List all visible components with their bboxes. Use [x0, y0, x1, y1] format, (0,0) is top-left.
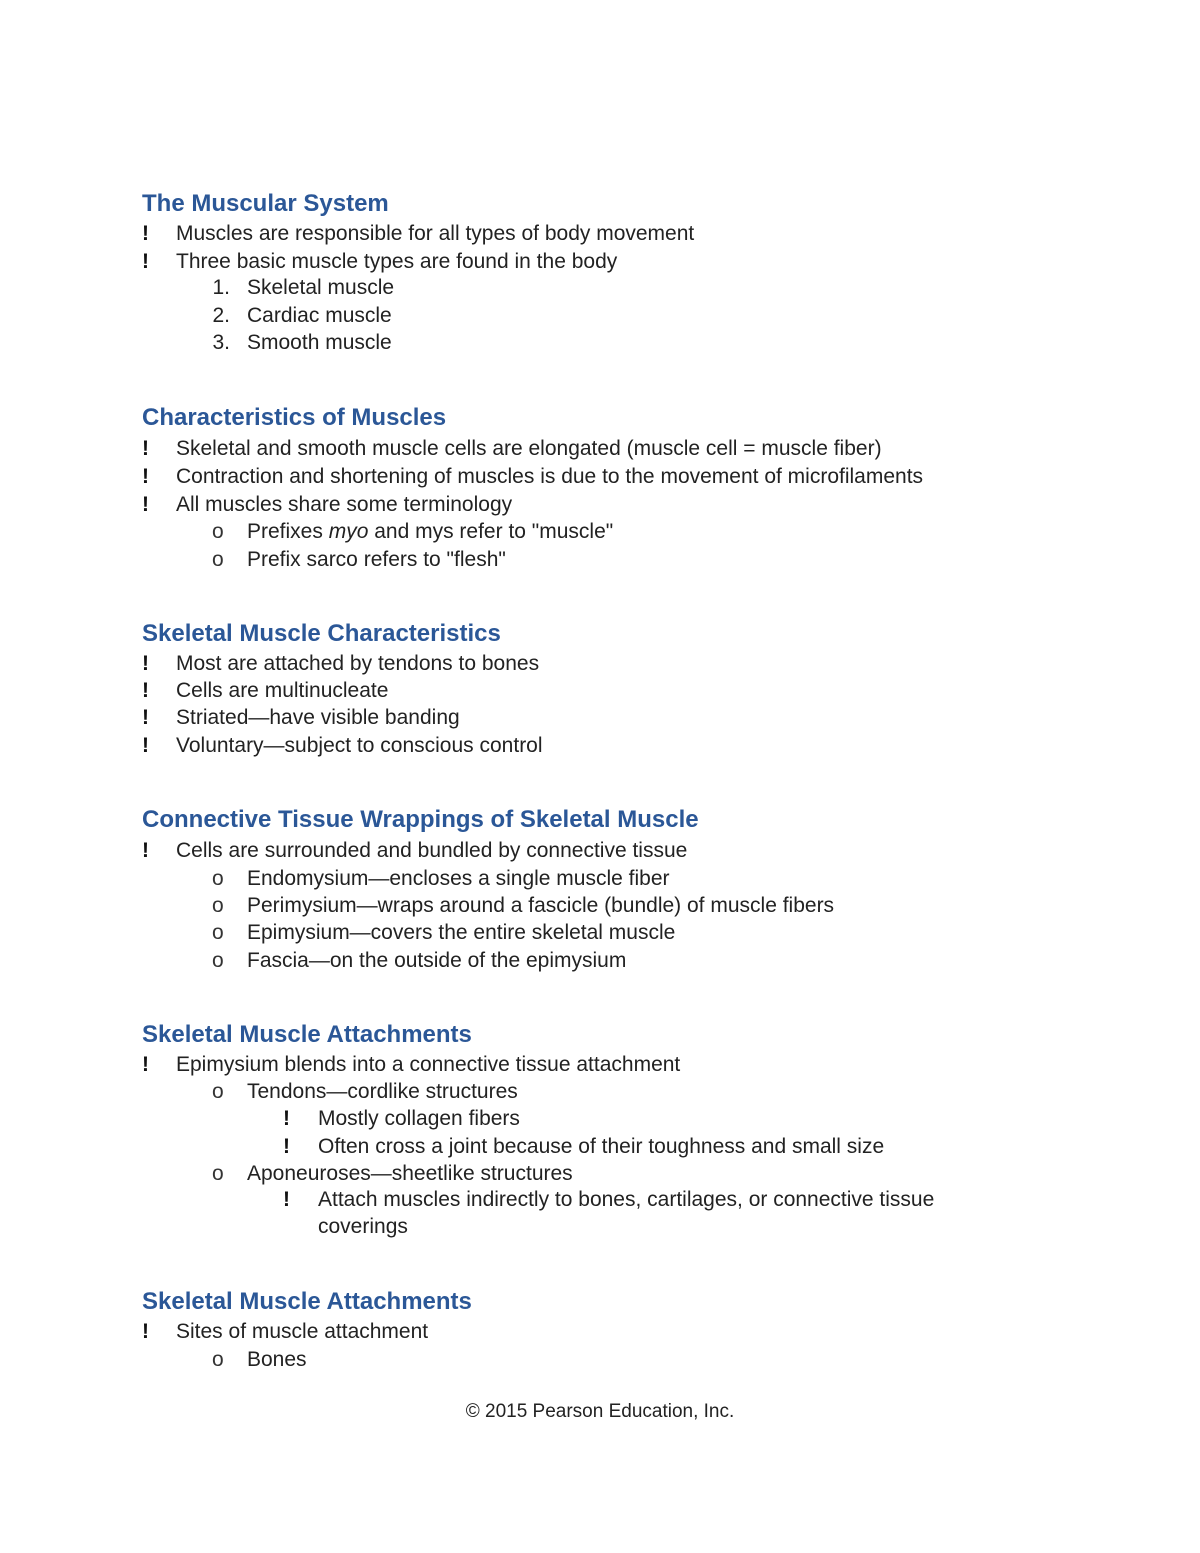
list-item-text: Cells are multinucleate — [176, 679, 389, 702]
list-item-text: Skeletal and smooth muscle cells are elongated (muscle cell = muscle fiber) — [176, 437, 882, 460]
list-item-text: Cells are surrounded and bundled by connective tissue — [176, 839, 688, 862]
circle-bullet-marker: o — [212, 1348, 224, 1371]
circle-bullet-marker: o — [212, 867, 224, 890]
list-item-text: Mostly collagen fibers — [318, 1107, 520, 1130]
copyright-footer: © 2015 Pearson Education, Inc. — [465, 1401, 735, 1422]
list-item-text: Skeletal muscle — [247, 276, 395, 299]
text-part: and mys refer to "muscle" — [368, 520, 614, 543]
bullet-marker: ! — [142, 1053, 149, 1076]
section-title: Skeletal Muscle Characteristics — [142, 620, 501, 647]
text-part: Prefixes — [247, 520, 329, 543]
list-item-text: Voluntary—subject to conscious control — [176, 734, 543, 757]
list-item-text: Bones — [247, 1348, 307, 1371]
circle-bullet-marker: o — [212, 949, 224, 972]
circle-bullet-marker: o — [212, 520, 224, 543]
bullet-marker: ! — [142, 250, 149, 273]
bullet-marker: ! — [142, 1320, 149, 1343]
circle-bullet-marker: o — [212, 1080, 224, 1103]
list-item-text: Contraction and shortening of muscles is due to the movement of microfilaments — [176, 465, 924, 488]
number-marker: 1. — [212, 276, 230, 299]
section-title: The Muscular System — [142, 190, 389, 217]
bullet-marker: ! — [142, 734, 149, 757]
bullet-marker: ! — [283, 1135, 290, 1158]
bullet-marker: ! — [142, 222, 149, 245]
list-item-text: Prefix sarco refers to "flesh" — [247, 548, 506, 571]
list-item-text: Endomysium—encloses a single muscle fiber — [247, 867, 670, 890]
number-marker: 2. — [212, 304, 230, 327]
list-item-text: Sites of muscle attachment — [176, 1320, 429, 1343]
list-item-text: Epimysium blends into a connective tissue attachment — [176, 1053, 681, 1076]
circle-bullet-marker: o — [212, 1162, 224, 1185]
list-item-text: Striated—have visible banding — [176, 706, 460, 729]
list-item-text: Often cross a joint because of their toughness and small size — [318, 1135, 885, 1158]
list-item-text: Fascia—on the outside of the epimysium — [247, 949, 627, 972]
emphasis-text: myo — [328, 520, 369, 543]
section-title: Characteristics of Muscles — [142, 404, 447, 431]
bullet-marker: ! — [142, 493, 149, 516]
circle-bullet-marker: o — [212, 548, 224, 571]
list-item-text: Most are attached by tendons to bones — [176, 652, 540, 675]
bullet-marker: ! — [142, 679, 149, 702]
list-item-text: coverings — [318, 1215, 408, 1238]
bullet-marker: ! — [142, 839, 149, 862]
bullet-marker: ! — [283, 1188, 290, 1211]
list-item-text: Cardiac muscle — [247, 304, 392, 327]
circle-bullet-marker: o — [212, 921, 224, 944]
list-item-text: Three basic muscle types are found in the body — [176, 250, 618, 273]
section-title: Skeletal Muscle Attachments — [142, 1021, 472, 1048]
section-title: Skeletal Muscle Attachments — [142, 1288, 472, 1315]
bullet-marker: ! — [142, 437, 149, 460]
list-item-text: Perimysium—wraps around a fascicle (bundle) of muscle fibers — [247, 894, 835, 917]
list-item-text: Epimysium—covers the entire skeletal muscle — [247, 921, 676, 944]
list-item-text: Tendons—cordlike structures — [247, 1080, 518, 1103]
bullet-marker: ! — [142, 652, 149, 675]
bullet-marker: ! — [142, 465, 149, 488]
section-title: Connective Tissue Wrappings of Skeletal Muscle — [142, 806, 699, 833]
list-item-text: Attach muscles indirectly to bones, cartilages, or connective tissue — [318, 1188, 935, 1211]
bullet-marker: ! — [283, 1107, 290, 1130]
bullet-marker: ! — [142, 706, 149, 729]
circle-bullet-marker: o — [212, 894, 224, 917]
list-item-text: All muscles share some terminology — [176, 493, 513, 516]
number-marker: 3. — [212, 331, 230, 354]
list-item-text: Muscles are responsible for all types of body movement — [176, 222, 695, 245]
list-item-text: Smooth muscle — [247, 331, 392, 354]
list-item-text: Aponeuroses—sheetlike structures — [247, 1162, 573, 1185]
list-item-text — [247, 519, 613, 545]
